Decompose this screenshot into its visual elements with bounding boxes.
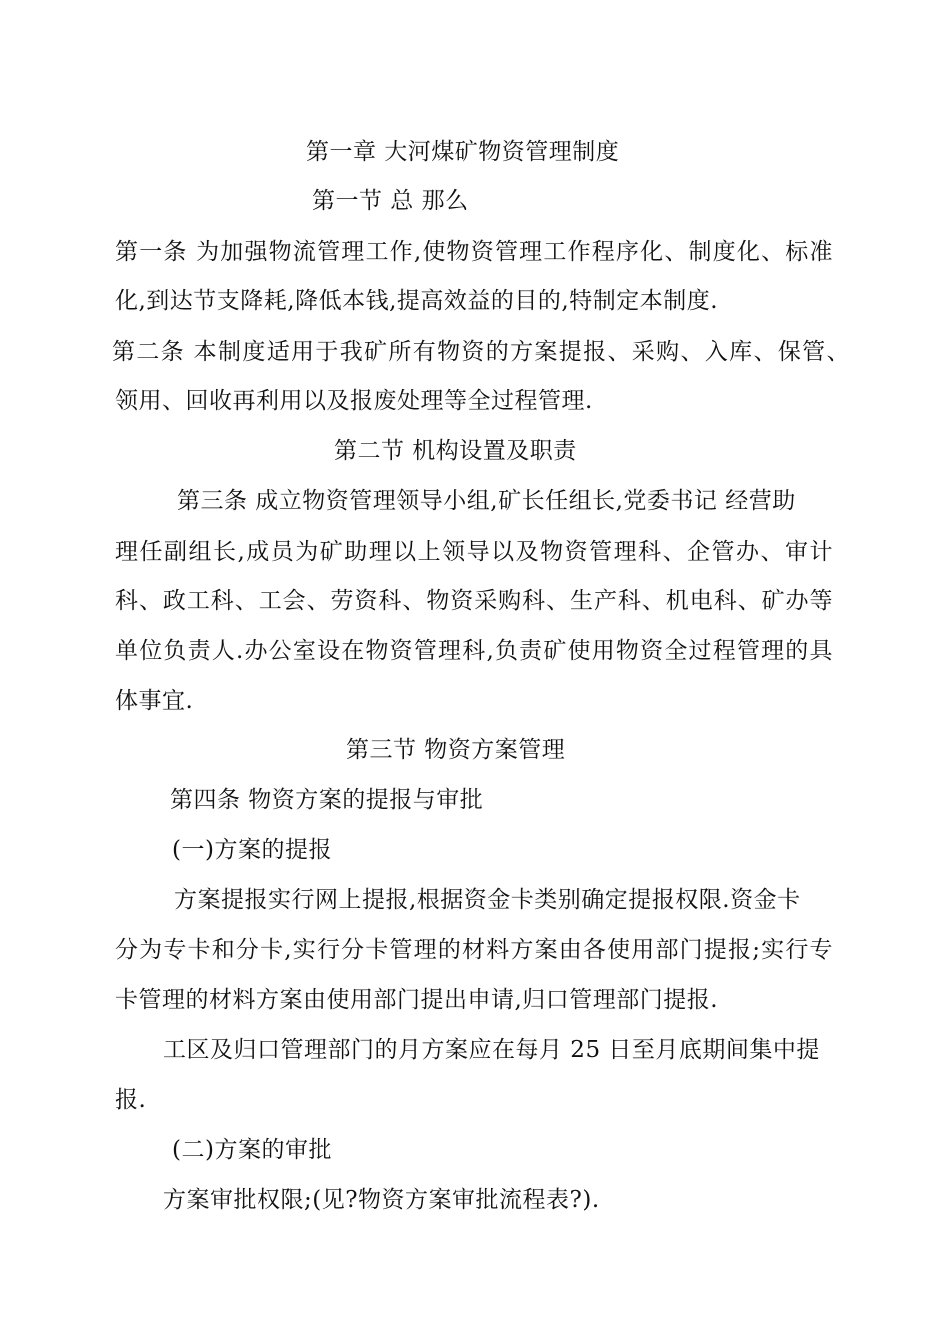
article-3-line-1: 第三条 成立物资管理领导小组,矿长任组长,党委书记 经营助: [177, 488, 796, 514]
subsection-1-para-2-line-1: 工区及归口管理部门的月方案应在每月 25 日至月底期间集中提: [163, 1037, 820, 1063]
subsection-1-para-1-line-3: 卡管理的材料方案由使用部门提出申请,归口管理部门提报.: [115, 987, 719, 1013]
chapter-title: 第一章 大河煤矿物资管理制度: [306, 139, 620, 165]
article-1-line-2: 化,到达节支降耗,降低本钱,提高效益的目的,特制定本制度.: [115, 288, 719, 314]
article-2-line-1: 第二条 本制度适用于我矿所有物资的方案提报、采购、入库、保管、: [112, 339, 850, 365]
article-4-title: 第四条 物资方案的提报与审批: [170, 787, 484, 813]
subsection-2-para-1: 方案审批权限;(见?物资方案审批流程表?).: [163, 1187, 600, 1213]
article-2-line-2: 领用、回收再利用以及报废处理等全过程管理.: [115, 388, 593, 414]
subsection-1-title: (一)方案的提报: [172, 837, 332, 863]
subsection-1-para-1-line-2: 分为专卡和分卡,实行分卡管理的材料方案由各使用部门提报;实行专: [115, 937, 833, 963]
article-1-line-1: 第一条 为加强物流管理工作,使物资管理工作程序化、制度化、标准: [115, 239, 833, 265]
section-1-title: 第一节 总 那么: [312, 188, 469, 214]
article-3-line-4: 单位负责人.办公室设在物资管理科,负责矿使用物资全过程管理的具: [115, 638, 833, 664]
subsection-2-title: (二)方案的审批: [172, 1137, 332, 1163]
subsection-1-para-2-line-2: 报.: [115, 1087, 147, 1113]
section-3-title: 第三节 物资方案管理: [346, 737, 566, 763]
article-3-line-5: 体事宜.: [115, 688, 194, 714]
article-3-line-2: 理任副组长,成员为矿助理以上领导以及物资管理科、企管办、审计: [115, 539, 833, 565]
article-3-line-3: 科、政工科、工会、劳资科、物资采购科、生产科、机电科、矿办等: [115, 588, 833, 614]
section-2-title: 第二节 机构设置及职责: [334, 438, 577, 464]
subsection-1-para-1-line-1: 方案提报实行网上提报,根据资金卡类别确定提报权限.资金卡: [174, 887, 801, 913]
